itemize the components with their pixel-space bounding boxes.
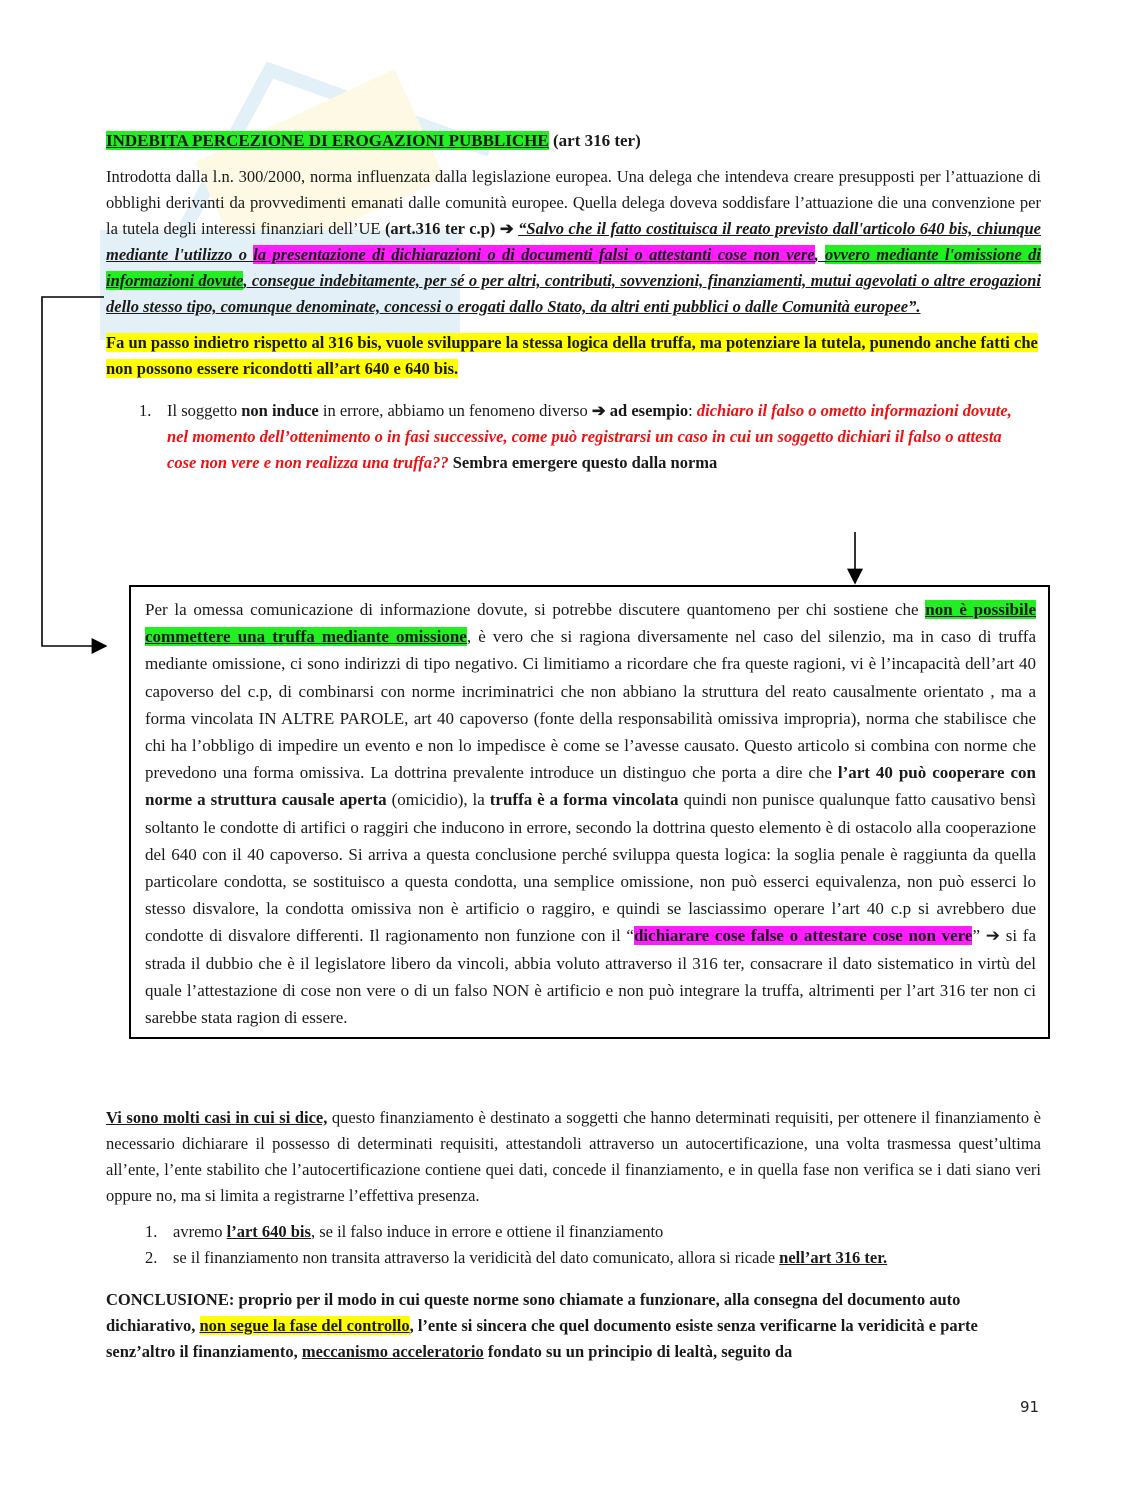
conclusion-text: fondato su un principio di lealtà, seguito da [483, 1342, 793, 1361]
list-text: avremo [173, 1222, 227, 1241]
intro-text: Introdotta dalla l.n. 300/2000, norma influenzata dalla legislazione europea. Una delega che intendeva creare presupposti per l’attuazione di obblighi derivanti da provvedimenti emanati dalle comunità europee. Quella delega doveva soddisfare l’attuazione die una convenzione per la tutela degli interessi finanziari dell’UE [106, 167, 1041, 238]
yellow-text: Fa un passo indietro rispetto al 316 bis, vuole sviluppare la stessa logica della truffa, ma potenziare la tutela, punendo anche fatti che non possono essere ricondotti all’art 640 e 640 bis. [106, 333, 1038, 378]
list-bold-arrow: ➔ ad esempio [591, 401, 689, 420]
intro-paragraph [106, 164, 1041, 320]
list-item [139, 398, 1022, 476]
quote-part-1: “Salvo che il fatto costituisca il reato previsto dall'articolo 640 bis, chiunque mediante l'utilizzo o [106, 219, 1042, 264]
list-text: : [688, 401, 697, 420]
list-bold: l’art 640 bis [226, 1222, 311, 1241]
box-green: non è possibile commettere una truffa mediante omissione [145, 600, 1037, 647]
box-bold: l’art 40 può cooperare con norme a struttura causale aperta [145, 763, 1037, 810]
conclusion-text: , l’ente si sincera che quel documento esiste senza verificarne la veridicità e parte senz’altro il finanziamento, [106, 1316, 978, 1361]
box-magenta: dichiarare cose false o attestare cose non vere [633, 926, 973, 946]
arrow-icon: ➔ [495, 219, 519, 238]
after-box-content [106, 1105, 1041, 1365]
conclusion-yellow: non segue la fase del controllo [199, 1316, 410, 1335]
section-title [106, 128, 1041, 154]
box-text: Per la omessa comunicazione di informazione dovute, si potrebbe discutere quantomeno per chi sostiene che [145, 600, 926, 619]
list-item [145, 1219, 1041, 1245]
list-one [139, 398, 1022, 476]
list-text: in errore, abbiamo un fenomeno diverso [318, 401, 592, 420]
explanation-box [129, 585, 1050, 1039]
box-text: ” ➔ si fa strada il dubbio che è il legislatore libero da vincoli, abbia voluto attraverso il 316 ter, consacrare il dato sistematico in virtù del quale l’attestazione di cose non vere o di un falso NON è artificio e non può integrare la truffa, altrimenti per l’art 316 ter non ci sarebbe stata ragion di essere. [145, 926, 1037, 1028]
cases-text: questo finanziamento è destinato a soggetti che hanno determinati requisiti, per ottenere il finanziamento è necessario dichiarare il possesso di determinati requisiti, attestandoli attraverso un autocertificazione, una volta trasmessa quest’ultima all’ente, l’ente stabilito che l’autocertificazione contiene quei dati, concede il finanziamento, e in quella fase non verifica se i dati siano veri oppure no, ma si limita a registrarne l’effettiva presenza. [106, 1108, 1041, 1205]
cases-paragraph [106, 1105, 1041, 1209]
list-item [145, 1245, 1041, 1271]
list-bold: nell’art 316 ter. [779, 1248, 888, 1267]
left-bracket-arrow [42, 297, 106, 646]
title-highlight: INDEBITA PERCEZIONE DI EROGAZIONI PUBBLICHE [106, 131, 549, 150]
yellow-paragraph [106, 330, 1041, 382]
box-text: (omicidio), la [386, 790, 490, 810]
cases-bold: Vi sono molti casi in cui si dice, [106, 1108, 328, 1127]
page-number: 91 [1020, 1398, 1040, 1416]
list-number: 1. [139, 401, 152, 420]
list-number: 1. [145, 1222, 158, 1241]
quote-part-3: , consegue indebitamente, per sé o per altri, contributi, sovvenzioni, finanziamenti, mutui agevolati o altre erogazioni dello stesso tipo, comunque denominate, concessi o erogati dallo Stato, da altri enti pubblici o dalle Comunità europee”. [106, 271, 1041, 316]
title-ref: (art 316 ter) [548, 131, 641, 150]
quote-magenta: la presentazione di dichiarazioni o di documenti falsi o attestanti cose non vere [253, 245, 815, 264]
box-bold: truffa è a forma vincolata [489, 790, 679, 810]
quote-green: ovvero mediante l'omissione di informazioni dovute [106, 245, 1041, 290]
conclusion-paragraph [106, 1287, 1041, 1365]
list-two [145, 1219, 1041, 1271]
list-text: , se il falso induce in errore e ottiene il finanziamento [310, 1222, 664, 1241]
box-text: , è vero che si ragiona diversamente nel caso del silenzio, ma in caso di truffa mediante omissione, ci sono indirizzi di tipo negativo. Ci limitiamo a ricordare che fra queste ragioni, vi è l’incapacità dell’art 40 capoverso del c.p, di combinarsi con norme incriminatrici che non abbiano la struttura del reato causalmente orientato , ma a forma vincolata IN ALTRE PAROLE, art 40 capoverso (fonte della responsabilità omissiva impropria), norma che stabilisce che chi ha l’obbligo di impedire un evento e non lo impedisce è come se l’avesse causato. Questo articolo si combina con norme che prevedono una forma omissiva. La dottrina prevalente introduce un distinguo che porta a dire che [145, 627, 1036, 783]
list-bold: non induce [241, 401, 319, 420]
intro-ref: (art.316 ter c.p) [384, 219, 496, 238]
list-number: 2. [145, 1248, 158, 1267]
list-bold-end: Sembra emergere questo dalla norma [448, 453, 718, 472]
list-text: se il finanziamento non transita attraverso la veridicità del dato comunicato, allora si ricade [173, 1248, 780, 1267]
list-text: Il soggetto [167, 401, 242, 420]
conclusion-underline: meccanismo acceleratorio [301, 1342, 484, 1361]
quote-part-2: , [814, 245, 826, 264]
conclusion-text: CONCLUSIONE: proprio per il modo in cui queste norme sono chiamate a funzionare, alla consegna del documento auto dichiarativo, [106, 1290, 961, 1335]
page-content [106, 128, 1041, 482]
list-red-text: dichiaro il falso o ometto informazioni dovute, nel momento dell’ottenimento o in fasi successive, come può registrarsi un caso in cui un soggetto dichiari il falso o attesta cose non vere e non realizza una truffa?? [167, 401, 1012, 472]
box-text: quindi non punisce qualunque fatto causativo bensì soltanto le condotte di artifici o raggiri che inducono in errore, secondo la dottrina questo elemento è di ostacolo alla cooperazione del 640 con il 40 capoverso. Si arriva a questa conclusione perché sviluppa questa logica: la soglia penale è raggiunta da quella particolare condotta, se sostituisco a questa condotta, una semplice omissione, non può esserci equivalenza, non può esserci lo stesso disvalore, la condotta omissiva non è artificio o raggiro, e quindi se lasciassimo operare l’art 40 c.p si avrebbero due condotte di disvalore differenti. Il ragionamento non funzione con il “ [145, 790, 1036, 946]
